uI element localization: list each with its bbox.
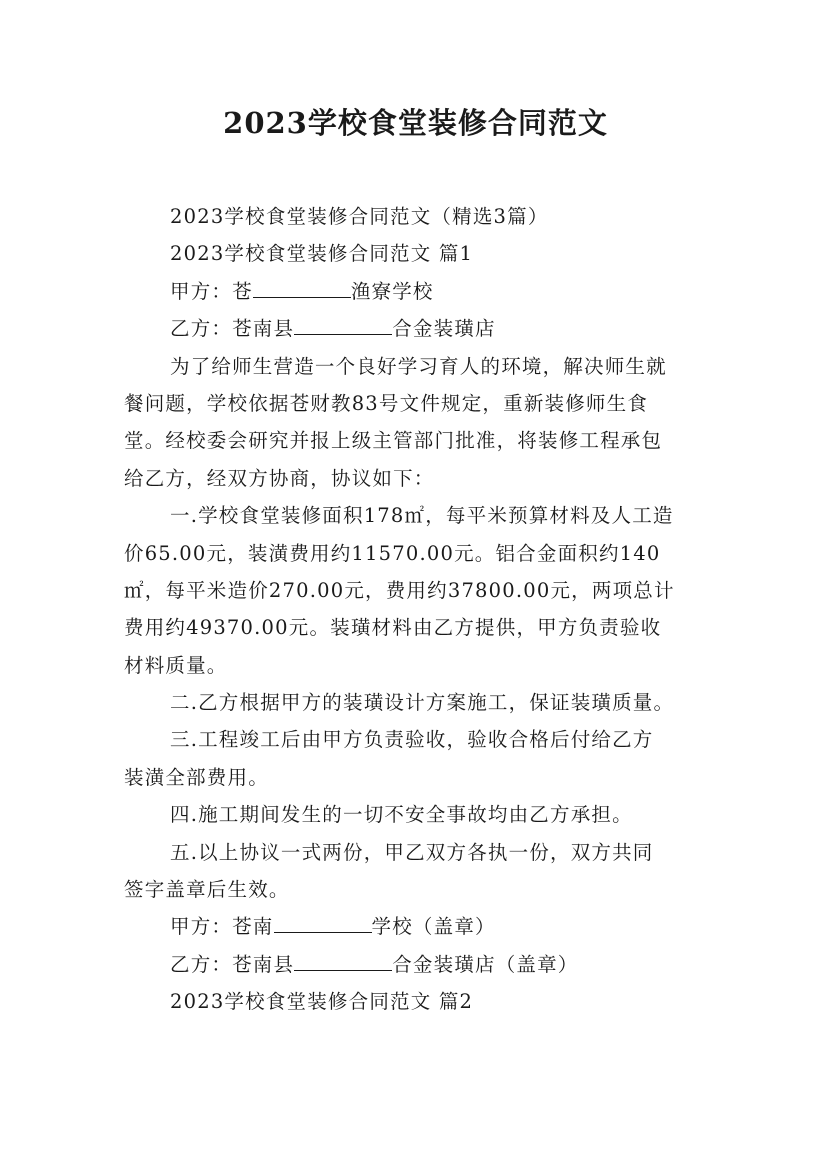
text-line: 三.工程竣工后由甲方负责验收，验收合格后付给乙方 xyxy=(170,728,654,752)
party-b-prefix: 乙方：苍南县 xyxy=(170,317,295,341)
party-b-seal-prefix: 乙方：苍南县 xyxy=(170,952,295,976)
party-a-line xyxy=(124,273,707,310)
party-a-seal-prefix: 甲方：苍南 xyxy=(170,915,274,939)
text-line: ㎡，每平米造价270.00元，费用约37800.00元，两项总计 xyxy=(124,578,675,602)
text-line: 装潢全部费用。 xyxy=(124,765,269,789)
party-b-seal-suffix: 合金装璜店（盖章） xyxy=(392,952,579,976)
text-line: 2023学校食堂装修合同范文 篇2 xyxy=(170,990,474,1014)
text-line: 给乙方，经双方协商，协议如下： xyxy=(124,466,435,490)
party-b-line xyxy=(124,310,707,347)
text-line: 五.以上协议一式两份，甲乙双方各执一份，双方共同 xyxy=(170,840,654,864)
blank-underline xyxy=(253,275,351,298)
text-line: 为了给师生营造一个良好学习育人的环境，解决师生就 xyxy=(170,354,667,378)
document-title: 2023学校食堂装修合同范文 xyxy=(223,106,608,140)
text-line: 价65.00元，装潢费用约11570.00元。铝合金面积约140 xyxy=(124,541,661,565)
party-a-suffix: 渔寮学校 xyxy=(350,279,434,303)
party-b-seal-line xyxy=(124,946,707,983)
text-line: 堂。经校委会研究并报上级主管部门批准，将装修工程承包 xyxy=(124,429,663,453)
text-line: 一.学校食堂装修面积178㎡，每平米预算材料及人工造 xyxy=(170,504,674,528)
text-line: 2023学校食堂装修合同范文（精选3篇） xyxy=(170,205,549,228)
text-line: 四.施工期间发生的一切不安全事故均由乙方承担。 xyxy=(170,803,633,827)
party-a-seal-suffix: 学校（盖章） xyxy=(371,915,496,939)
text-line: 签字盖章后生效。 xyxy=(124,878,290,902)
party-a-prefix: 甲方：苍 xyxy=(170,279,253,303)
text-line: 2023学校食堂装修合同范文 篇1 xyxy=(170,242,474,266)
party-b-suffix: 合金装璜店 xyxy=(392,317,496,341)
blank-underline xyxy=(294,948,392,971)
text-line: 二.乙方根据甲方的装璜设计方案施工，保证装璜质量。 xyxy=(170,691,675,715)
party-a-seal-line xyxy=(124,908,707,945)
blank-underline xyxy=(294,312,392,335)
text-line: 材料质量。 xyxy=(124,653,228,677)
text-line: 费用约49370.00元。装璜材料由乙方提供，甲方负责验收 xyxy=(124,616,662,640)
blank-underline xyxy=(274,910,372,933)
text-line: 餐问题，学校依据苍财教83号文件规定，重新装修师生食 xyxy=(124,391,649,415)
